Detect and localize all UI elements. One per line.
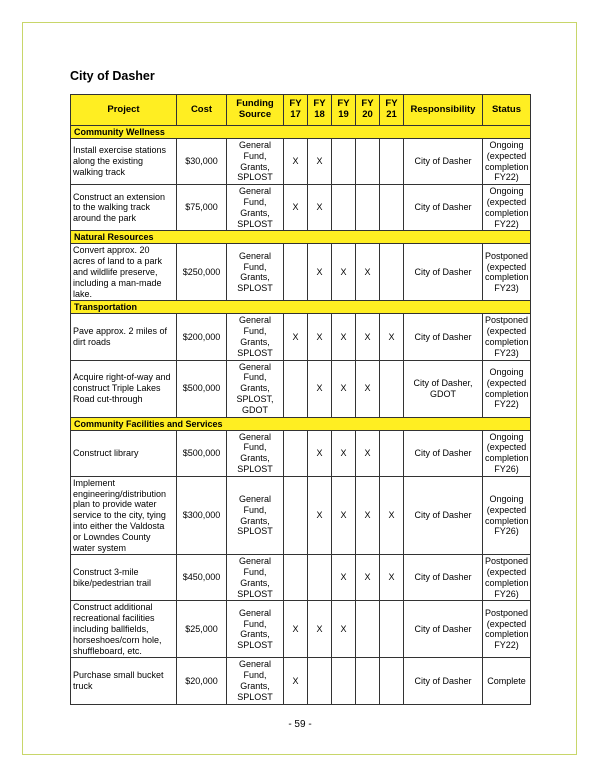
status-cell: Postponed (expected completion FY23) [483, 244, 531, 301]
fy19-cell: X [332, 601, 356, 658]
fy17-cell [284, 476, 308, 555]
table-row [71, 244, 531, 301]
responsibility-cell: City of Dasher [404, 476, 483, 555]
responsibility-cell: City of Dasher [404, 244, 483, 301]
section-header-row [71, 231, 531, 244]
project-cell: Construct an extension to the walking track around the park [71, 185, 177, 231]
fy17-cell: X [284, 185, 308, 231]
funding-cell: General Fund, Grants, SPLOST [227, 244, 284, 301]
fy17-cell: X [284, 314, 308, 360]
fy17-cell [284, 430, 308, 476]
funding-cell: General Fund, Grants, SPLOST [227, 185, 284, 231]
fy21-cell [380, 658, 404, 704]
fy19-cell [332, 139, 356, 185]
work-program-table [70, 94, 531, 705]
responsibility-cell: City of Dasher [404, 139, 483, 185]
fy20-cell: X [356, 430, 380, 476]
fy21-cell [380, 244, 404, 301]
cost-cell: $300,000 [177, 476, 227, 555]
fy20-cell [356, 139, 380, 185]
page-title: City of Dasher [70, 69, 155, 83]
funding-cell: General Fund, Grants, SPLOST [227, 601, 284, 658]
status-cell: Postponed (expected completion FY23) [483, 314, 531, 360]
fy18-cell: X [308, 244, 332, 301]
responsibility-cell: City of Dasher [404, 555, 483, 601]
table-row [71, 555, 531, 601]
responsibility-cell: City of Dasher [404, 658, 483, 704]
header-fy20: FY 20 [356, 95, 380, 126]
fy20-cell [356, 658, 380, 704]
fy21-cell [380, 185, 404, 231]
fy21-cell [380, 360, 404, 417]
fy19-cell: X [332, 314, 356, 360]
header-fy19: FY 19 [332, 95, 356, 126]
fy21-cell: X [380, 314, 404, 360]
header-fy17: FY 17 [284, 95, 308, 126]
project-cell: Pave approx. 2 miles of dirt roads [71, 314, 177, 360]
table-row [71, 360, 531, 417]
header-cost: Cost [177, 95, 227, 126]
funding-cell: General Fund, Grants, SPLOST [227, 555, 284, 601]
status-cell: Postponed (expected completion FY26) [483, 555, 531, 601]
fy17-cell: X [284, 139, 308, 185]
header-project: Project [71, 95, 177, 126]
fy20-cell [356, 185, 380, 231]
table-row [71, 314, 531, 360]
fy17-cell [284, 555, 308, 601]
cost-cell: $25,000 [177, 601, 227, 658]
fy18-cell [308, 555, 332, 601]
project-cell: Construct additional recreational facilities including ballfields, horseshoes/corn hole, shuffleboard, etc. [71, 601, 177, 658]
table-row [71, 658, 531, 704]
responsibility-cell: City of Dasher [404, 601, 483, 658]
responsibility-cell: City of Dasher [404, 185, 483, 231]
status-cell: Ongoing (expected completion FY26) [483, 476, 531, 555]
header-responsibility: Responsibility [404, 95, 483, 126]
status-cell: Postponed (expected completion FY22) [483, 601, 531, 658]
header-status: Status [483, 95, 531, 126]
status-cell: Complete [483, 658, 531, 704]
responsibility-cell: City of Dasher, GDOT [404, 360, 483, 417]
table-row [71, 185, 531, 231]
project-cell: Convert approx. 20 acres of land to a park and wildlife preserve, including a man-made lake. [71, 244, 177, 301]
responsibility-cell: City of Dasher [404, 430, 483, 476]
status-cell: Ongoing (expected completion FY22) [483, 360, 531, 417]
responsibility-cell: City of Dasher [404, 314, 483, 360]
section-header-row [71, 301, 531, 314]
fy18-cell: X [308, 601, 332, 658]
header-fy18: FY 18 [308, 95, 332, 126]
fy18-cell: X [308, 185, 332, 231]
fy21-cell [380, 601, 404, 658]
table-row [71, 139, 531, 185]
cost-cell: $75,000 [177, 185, 227, 231]
fy19-cell [332, 185, 356, 231]
section-label: Transportation [71, 301, 531, 314]
section-header-row [71, 126, 531, 139]
fy18-cell: X [308, 430, 332, 476]
project-cell: Acquire right-of-way and construct Triple Lakes Road cut-through [71, 360, 177, 417]
fy19-cell: X [332, 555, 356, 601]
fy21-cell: X [380, 555, 404, 601]
fy21-cell: X [380, 476, 404, 555]
funding-cell: General Fund, Grants, SPLOST [227, 658, 284, 704]
fy19-cell [332, 658, 356, 704]
project-cell: Install exercise stations along the existing walking track [71, 139, 177, 185]
fy20-cell: X [356, 314, 380, 360]
header-funding-source: Funding Source [227, 95, 284, 126]
funding-cell: General Fund, Grants, SPLOST, GDOT [227, 360, 284, 417]
header-fy21: FY 21 [380, 95, 404, 126]
fy20-cell [356, 601, 380, 658]
cost-cell: $450,000 [177, 555, 227, 601]
fy17-cell [284, 360, 308, 417]
fy19-cell: X [332, 430, 356, 476]
section-label: Natural Resources [71, 231, 531, 244]
fy20-cell: X [356, 555, 380, 601]
fy18-cell: X [308, 314, 332, 360]
fy18-cell: X [308, 360, 332, 417]
fy17-cell: X [284, 658, 308, 704]
fy18-cell [308, 658, 332, 704]
table-row [71, 430, 531, 476]
cost-cell: $500,000 [177, 360, 227, 417]
status-cell: Ongoing (expected completion FY22) [483, 139, 531, 185]
project-cell: Construct 3-mile bike/pedestrian trail [71, 555, 177, 601]
section-label: Community Facilities and Services [71, 417, 531, 430]
funding-cell: General Fund, Grants, SPLOST [227, 139, 284, 185]
cost-cell: $200,000 [177, 314, 227, 360]
project-cell: Construct library [71, 430, 177, 476]
fy19-cell: X [332, 244, 356, 301]
fy19-cell: X [332, 476, 356, 555]
fy20-cell: X [356, 244, 380, 301]
project-cell: Implement engineering/distribution plan to provide water service to the city, tying into either the Valdosta or Lowndes County water system [71, 476, 177, 555]
table-row [71, 601, 531, 658]
funding-cell: General Fund, Grants, SPLOST [227, 476, 284, 555]
funding-cell: General Fund, Grants, SPLOST [227, 314, 284, 360]
table-header-row [71, 95, 531, 126]
fy18-cell: X [308, 476, 332, 555]
fy20-cell: X [356, 360, 380, 417]
funding-cell: General Fund, Grants, SPLOST [227, 430, 284, 476]
cost-cell: $20,000 [177, 658, 227, 704]
project-cell: Purchase small bucket truck [71, 658, 177, 704]
fy18-cell: X [308, 139, 332, 185]
status-cell: Ongoing (expected completion FY22) [483, 185, 531, 231]
fy17-cell: X [284, 601, 308, 658]
cost-cell: $250,000 [177, 244, 227, 301]
fy21-cell [380, 430, 404, 476]
page-number: - 59 - [288, 719, 312, 730]
status-cell: Ongoing (expected completion FY26) [483, 430, 531, 476]
cost-cell: $500,000 [177, 430, 227, 476]
cost-cell: $30,000 [177, 139, 227, 185]
fy17-cell [284, 244, 308, 301]
fy20-cell: X [356, 476, 380, 555]
section-header-row [71, 417, 531, 430]
fy19-cell: X [332, 360, 356, 417]
section-label: Community Wellness [71, 126, 531, 139]
fy21-cell [380, 139, 404, 185]
table-row [71, 476, 531, 555]
